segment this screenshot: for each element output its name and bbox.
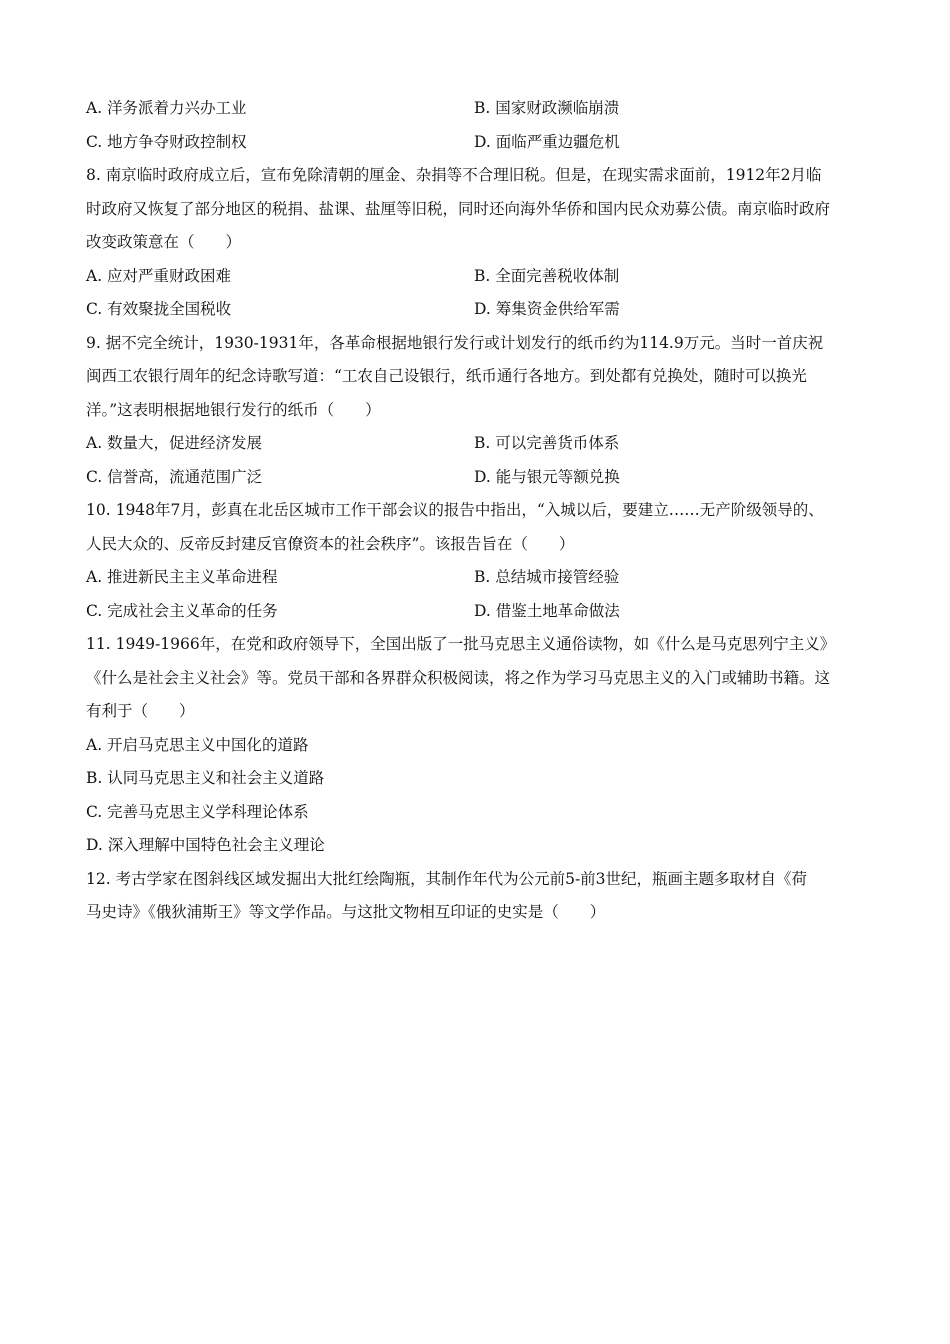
q7-option-d: D. 面临严重边疆危机 — [474, 132, 620, 151]
q7-option-b: B. 国家财政濒临崩溃 — [474, 99, 620, 117]
q9-stem-line-3: 洋。”这表明根据地银行发行的纸币（ ） — [86, 400, 381, 419]
q7-options-row-1 — [86, 92, 866, 126]
q10-option-a: A. 推进新民主主义革命进程 — [86, 568, 278, 586]
q8-option-c: C. 有效聚拢全国税收 — [86, 300, 232, 318]
q12-stem-line-2: 马史诗》《俄狄浦斯王》等文学作品。与这批文物相互印证的史实是（ ） — [86, 903, 606, 921]
q11-stem-line-1: 11. 1949-1966年，在党和政府领导下，全国出版了一批马克思主义通俗读物，如《什么是马克思列宁主义》 — [86, 635, 836, 653]
q9-stem-line-1: 9. 据不完全统计，1930-1931年，各革命根据地银行发行或计划发行的纸币约为114.9万元。当时一首庆祝 — [86, 333, 824, 352]
q10-stem-line-1: 10. 1948年7月，彭真在北岳区城市工作干部会议的报告中指出，“入城以后，要建立……无产阶级领导的、 — [86, 501, 824, 519]
q8-options-row-2 — [86, 293, 866, 327]
q10-stem-line-2: 人民大众的、反帝反封建反官僚资本的社会秩序”。该报告旨在（ ） — [86, 534, 575, 553]
q8-stem-line-3: 改变政策意在（ ） — [86, 233, 242, 251]
q11-stem-line-2: 《什么是社会主义社会》等。党员干部和各界群众积极阅读，将之作为学习马克思主义的入门或辅助书籍。这 — [86, 668, 831, 687]
q8-stem-line-1: 8. 南京临时政府成立后，宣布免除清朝的厘金、杂捐等不合理旧税。但是，在现实需求面前，1912年2月临 — [86, 166, 822, 184]
q11-option-c: C. 完善马克思主义学科理论体系 — [86, 802, 309, 821]
q9-options-row-1 — [86, 427, 866, 461]
q10-option-b: B. 总结城市接管经验 — [474, 568, 620, 586]
q10-options-row-1 — [86, 561, 866, 595]
q11-stem-line-3: 有利于（ ） — [86, 702, 195, 720]
exam-page — [86, 92, 866, 930]
q11-option-b: B. 认同马克思主义和社会主义道路 — [86, 769, 325, 787]
q8-options-row-1 — [86, 260, 866, 294]
q8-option-b: B. 全面完善税收体制 — [474, 266, 620, 285]
q7-options-row-2 — [86, 126, 866, 160]
q8-stem-line-2: 时政府又恢复了部分地区的税捐、盐课、盐厘等旧税，同时还向海外华侨和国内民众劝募公债。南京临时政府 — [86, 199, 831, 218]
q9-options-row-2 — [86, 461, 866, 495]
q10-option-d: D. 借鉴土地革命做法 — [474, 601, 620, 620]
q9-option-c: C. 信誉高，流通范围广泛 — [86, 467, 263, 486]
q7-option-a: A. 洋务派着力兴办工业 — [86, 99, 247, 117]
q9-option-d: D. 能与银元等额兑换 — [474, 467, 620, 486]
q11-option-a: A. 开启马克思主义中国化的道路 — [86, 735, 309, 754]
q9-option-b: B. 可以完善货币体系 — [474, 434, 620, 452]
q9-option-a: A. 数量大，促进经济发展 — [86, 434, 263, 452]
q8-option-d: D. 筹集资金供给军需 — [474, 300, 620, 318]
q8-option-a: A. 应对严重财政困难 — [86, 266, 232, 285]
q10-options-row-2 — [86, 595, 866, 629]
q11-option-d: D. 深入理解中国特色社会主义理论 — [86, 836, 325, 854]
q12-stem-line-1: 12. 考古学家在图斜线区域发掘出大批红绘陶瓶，其制作年代为公元前5-前3世纪，瓶画主题多取材自《荷 — [86, 869, 808, 888]
q7-option-c: C. 地方争夺财政控制权 — [86, 132, 247, 151]
q9-stem-line-2: 闽西工农银行周年的纪念诗歌写道：“工农自己设银行，纸币通行各地方。到处都有兑换处，随时可以换光 — [86, 367, 807, 385]
q10-option-c: C. 完成社会主义革命的任务 — [86, 601, 278, 620]
